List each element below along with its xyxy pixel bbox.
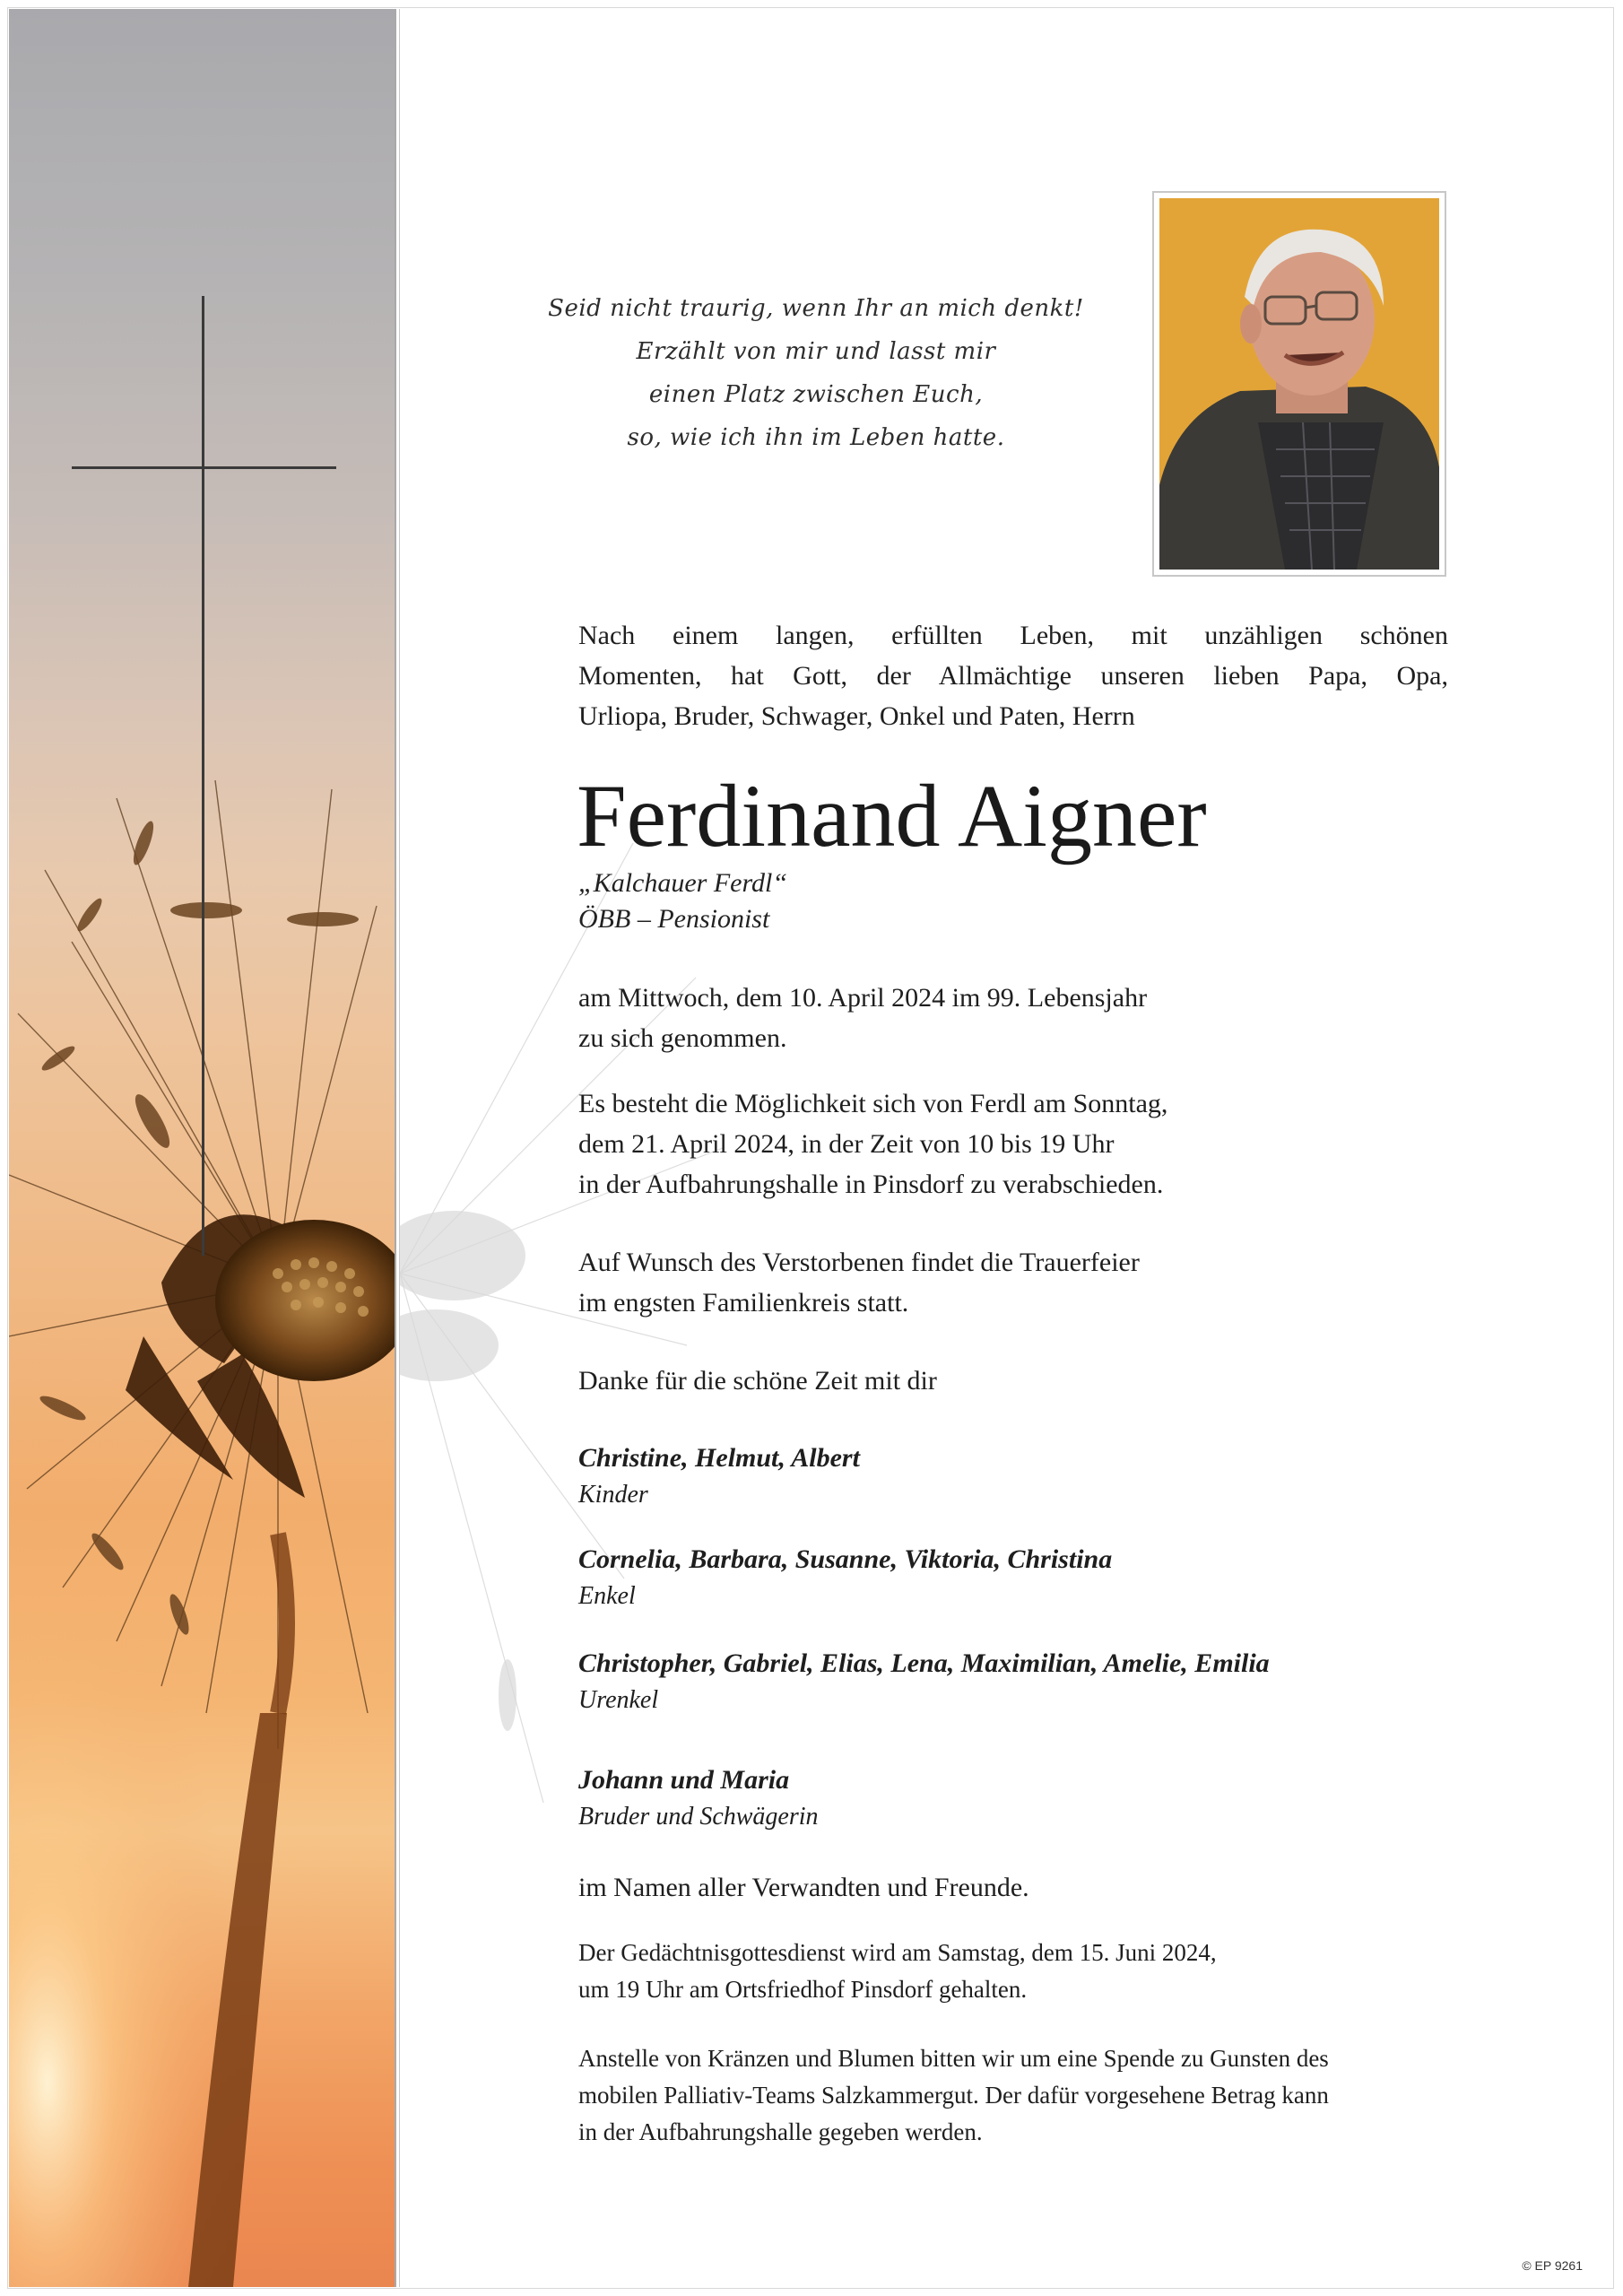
poem-line: Seid nicht traurig, wenn Ihr an mich denkt! (548, 295, 1084, 322)
ceremony-line: im engsten Familienkreis statt. (578, 1288, 909, 1318)
farewell-paragraph (578, 1083, 1167, 1205)
mourner-relation: Kinder (578, 1481, 648, 1509)
death-paragraph (578, 978, 1147, 1058)
portrait-image (1159, 198, 1439, 570)
intro-line: Nach einem langen, erfüllten Leben, mit unzähligen schönen (578, 621, 1448, 650)
poem-line: einen Platz zwischen Euch, (648, 381, 984, 408)
mourner-names: Cornelia, Barbara, Susanne, Viktoria, Christina (578, 1544, 1113, 1574)
thanks-text: Danke für die schöne Zeit mit dir (578, 1366, 937, 1396)
portrait-photo (1152, 191, 1446, 577)
memorial-line: um 19 Uhr am Ortsfriedhof Pinsdorf gehalten. (578, 1976, 1028, 2003)
print-code: © EP 9261 (1522, 2258, 1583, 2273)
mourner-group (578, 1761, 819, 1835)
dandelion-sunset-image (9, 9, 395, 2287)
on-behalf-line (578, 1867, 1029, 1908)
poem-line: so, wie ich ihn im Leben hatte. (627, 424, 1005, 451)
mourner-group (578, 1541, 1112, 1614)
memorial-line: Der Gedächtnisgottesdienst wird am Samstag, dem 15. Juni 2024, (578, 1939, 1217, 1966)
donation-line: Anstelle von Kränzen und Blumen bitten wir um eine Spende zu Gunsten des (578, 2045, 1329, 2072)
deceased-nickname: „Kalchauer Ferdl“ (578, 868, 788, 898)
death-line: am Mittwoch, dem 10. April 2024 im 99. Lebensjahr (578, 983, 1148, 1013)
donation-line: in der Aufbahrungshalle gegeben werden. (578, 2118, 983, 2145)
poem (529, 287, 1103, 459)
deceased-name: Ferdinand Aigner (577, 766, 1207, 865)
memorial-paragraph (578, 1935, 1217, 2008)
divider-line (395, 9, 396, 2287)
farewell-line: in der Aufbahrungshalle in Pinsdorf zu verabschieden. (578, 1170, 1164, 1199)
farewell-line: Es besteht die Möglichkeit sich von Ferdl am Sonntag, (578, 1089, 1168, 1118)
mourner-relation: Urenkel (578, 1686, 659, 1714)
donation-line: mobilen Palliativ-Teams Salzkammergut. Der dafür vorgesehene Betrag kann (578, 2082, 1329, 2109)
ceremony-paragraph (578, 1242, 1140, 1323)
mourner-relation: Bruder und Schwägerin (578, 1803, 819, 1831)
deceased-occupation: ÖBB – Pensionist (578, 904, 770, 934)
thanks-line (578, 1361, 937, 1401)
ceremony-line: Auf Wunsch des Verstorbenen findet die Trauerfeier (578, 1248, 1140, 1277)
death-line: zu sich genommen. (578, 1023, 787, 1053)
mourner-names: Christopher, Gabriel, Elias, Lena, Maximilian, Amelie, Emilia (578, 1648, 1270, 1678)
deceased-details (578, 865, 787, 937)
mourner-names: Christine, Helmut, Albert (578, 1443, 860, 1473)
donation-paragraph (578, 2040, 1329, 2151)
poem-line: Erzählt von mir und lasst mir (636, 338, 996, 365)
mourner-relation: Enkel (578, 1582, 636, 1610)
intro-line: Urliopa, Bruder, Schwager, Onkel und Paten, Herrn (578, 701, 1135, 731)
mourner-names: Johann und Maria (578, 1765, 790, 1795)
intro-line: Momenten, hat Gott, der Allmächtige unseren lieben Papa, Opa, (578, 661, 1448, 691)
farewell-line: dem 21. April 2024, in der Zeit von 10 bis 19 Uhr (578, 1129, 1115, 1159)
on-behalf-text: im Namen aller Verwandten und Freunde. (578, 1873, 1029, 1902)
intro-paragraph (578, 615, 1448, 736)
mourner-group (578, 1439, 860, 1513)
mourner-group (578, 1645, 1270, 1718)
